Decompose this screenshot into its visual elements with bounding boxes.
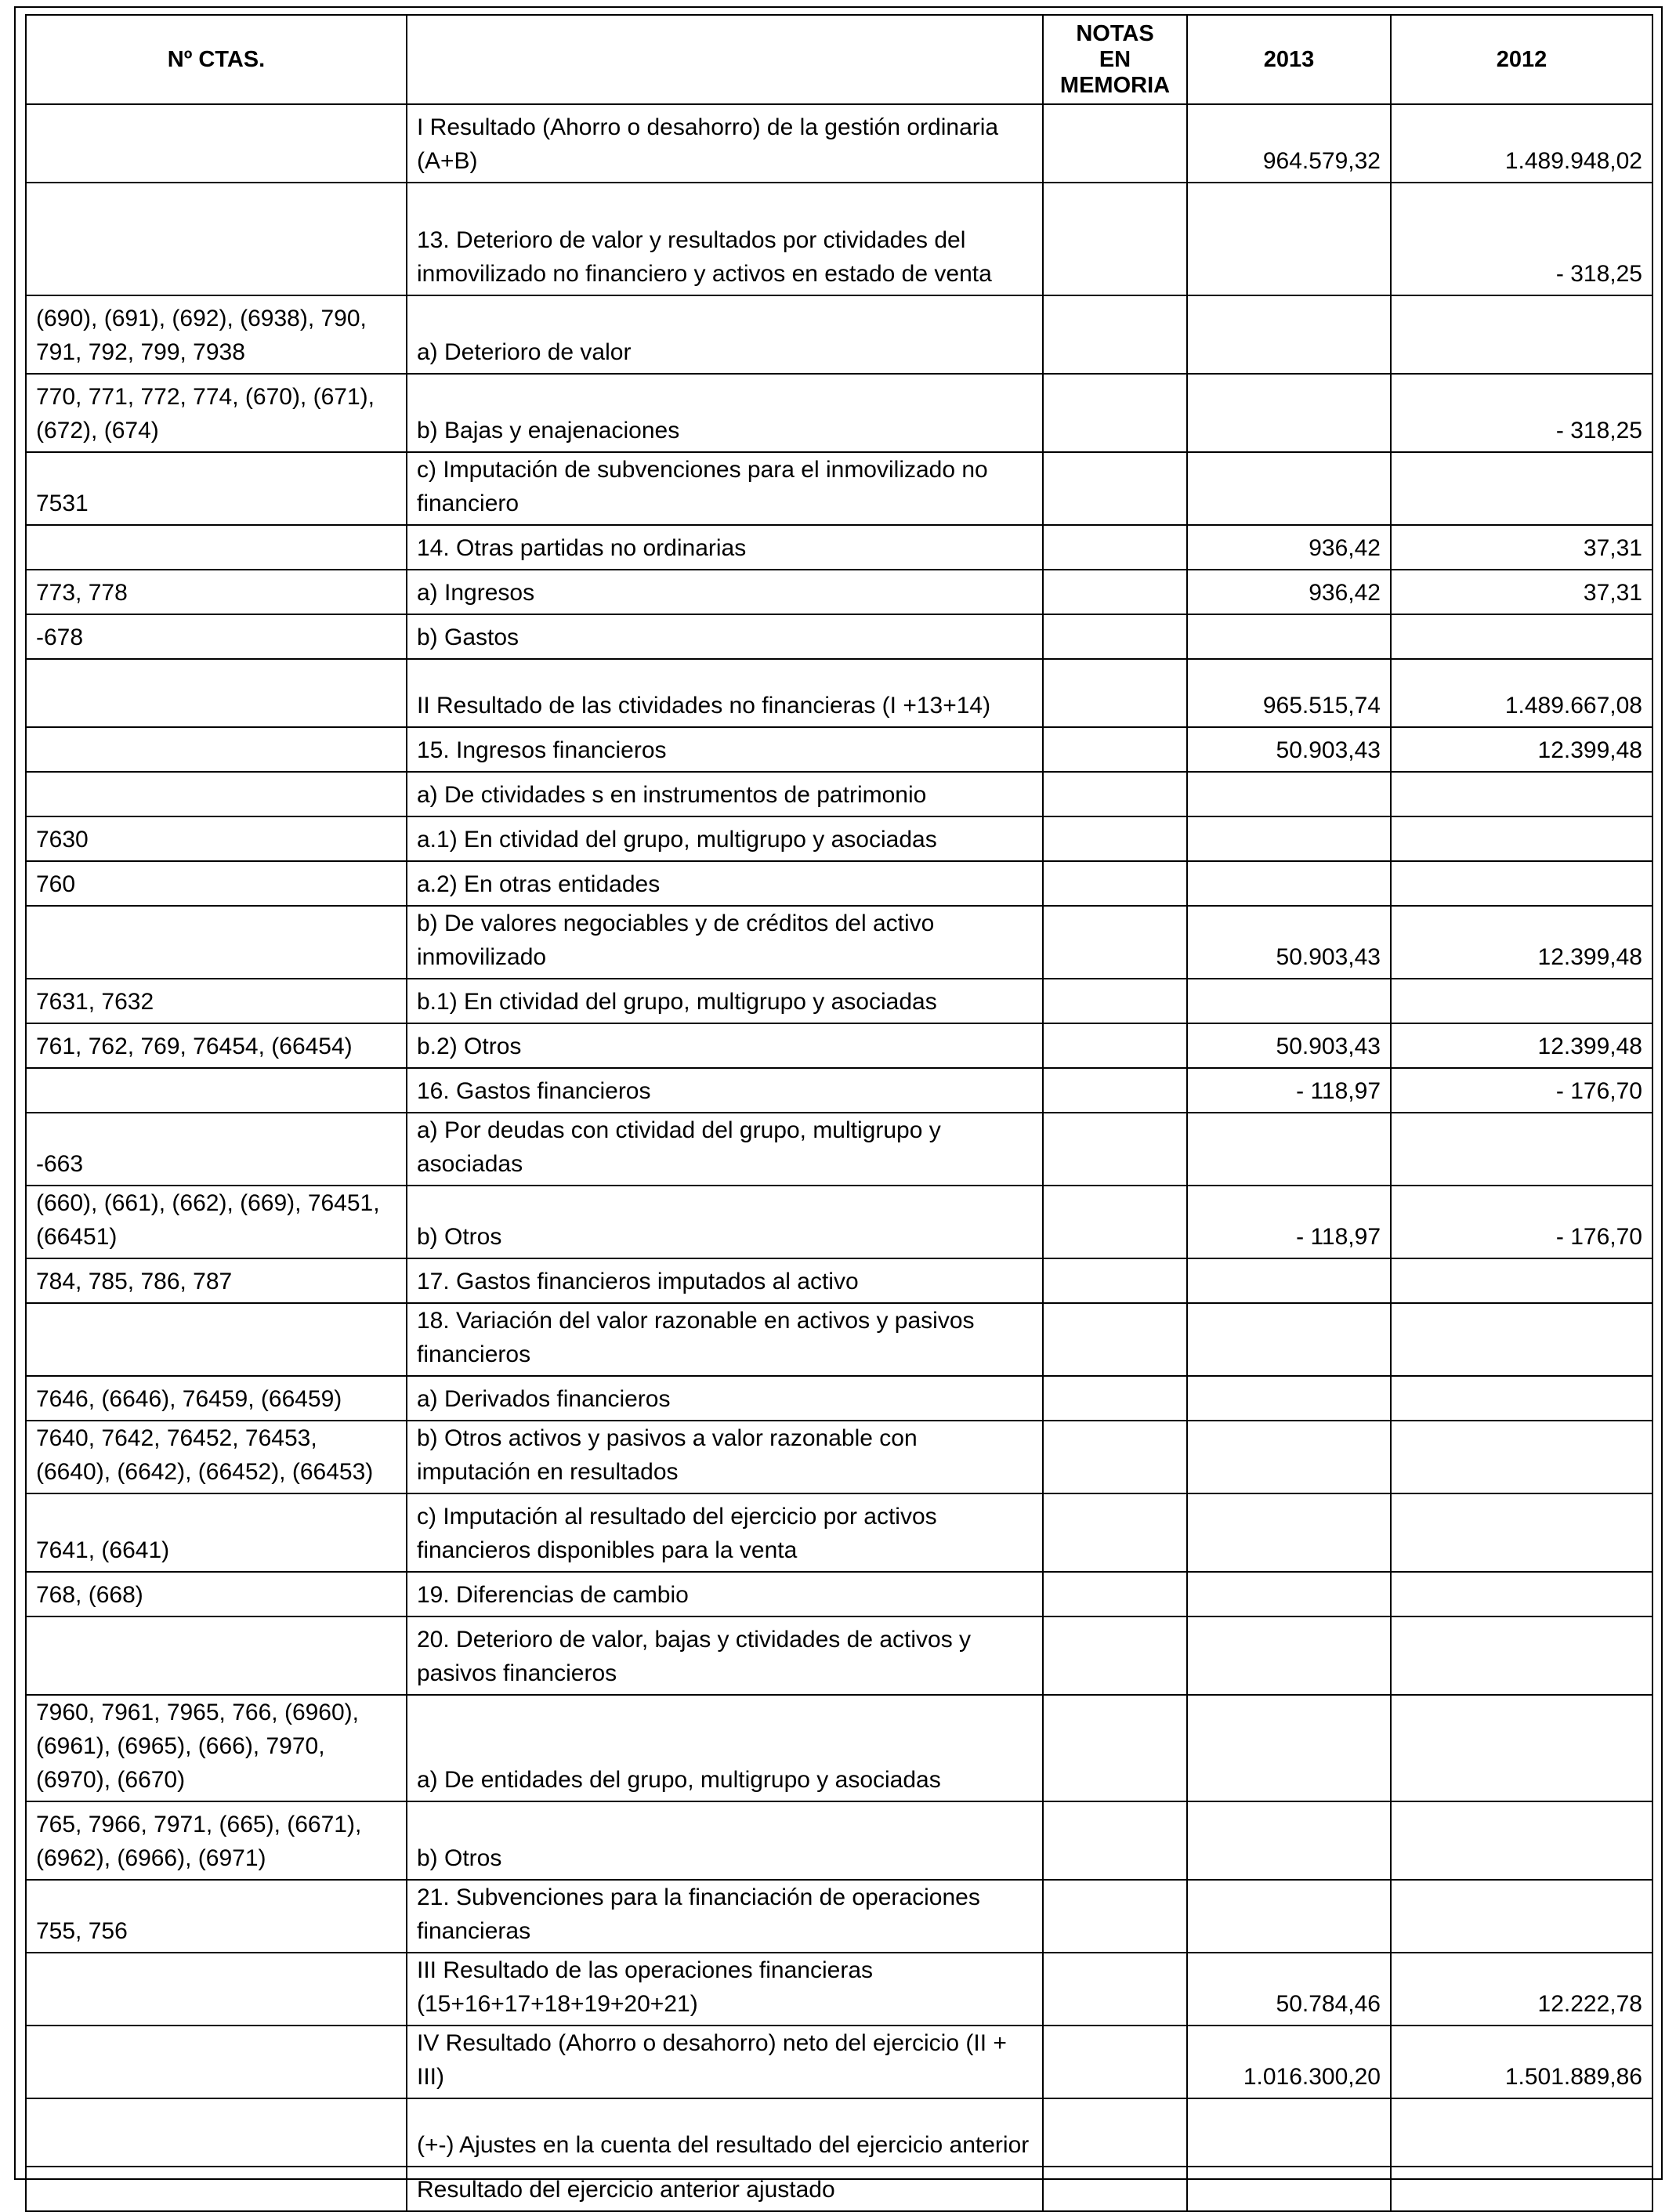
table-row — [26, 1616, 1652, 1695]
value-2013-cell: 50.784,46 — [1187, 1953, 1391, 2026]
table-row — [26, 1801, 1652, 1880]
value-2012-cell — [1391, 1303, 1652, 1376]
description-cell: a.1) En ctividad del grupo, multigrupo y asociadas — [407, 816, 1043, 861]
value-2013-cell — [1187, 1258, 1391, 1303]
notes-cell — [1043, 1695, 1187, 1801]
account-codes-cell: 755, 756 — [26, 1880, 407, 1953]
account-codes-cell: 7641, (6641) — [26, 1493, 407, 1572]
value-2012-cell: 12.222,78 — [1391, 1953, 1652, 2026]
notes-cell — [1043, 659, 1187, 727]
account-codes-cell: 7531 — [26, 452, 407, 525]
value-2013-cell — [1187, 1572, 1391, 1616]
table-row — [26, 374, 1652, 452]
account-codes-cell — [26, 1953, 407, 2026]
description-cell: III Resultado de las operaciones financieras (15+16+17+18+19+20+21) — [407, 1953, 1043, 2026]
notes-cell — [1043, 295, 1187, 374]
account-codes-cell — [26, 2098, 407, 2167]
value-2012-cell — [1391, 1258, 1652, 1303]
value-2013-cell — [1187, 1880, 1391, 1953]
account-codes-cell: 7631, 7632 — [26, 979, 407, 1023]
value-2012-cell — [1391, 1493, 1652, 1572]
notes-cell — [1043, 1023, 1187, 1068]
description-cell: b) Bajas y enajenaciones — [407, 374, 1043, 452]
description-cell: b) Gastos — [407, 614, 1043, 659]
value-2013-cell: 964.579,32 — [1187, 104, 1391, 183]
description-cell: 13. Deterioro de valor y resultados por ctividades del inmovilizado no financiero y activos en estado de venta — [407, 183, 1043, 295]
table-row — [26, 1068, 1652, 1113]
account-codes-cell: 770, 771, 772, 774, (670), (671), (672), (674) — [26, 374, 407, 452]
description-cell: 21. Subvenciones para la financiación de operaciones financieras — [407, 1880, 1043, 1953]
description-cell: 15. Ingresos financieros — [407, 727, 1043, 772]
description-cell: a) Ingresos — [407, 570, 1043, 614]
description-cell: 14. Otras partidas no ordinarias — [407, 525, 1043, 570]
description-cell: b) De valores negociables y de créditos del activo inmovilizado — [407, 906, 1043, 979]
description-cell: 16. Gastos financieros — [407, 1068, 1043, 1113]
value-2013-cell — [1187, 614, 1391, 659]
value-2013-cell: 936,42 — [1187, 525, 1391, 570]
account-codes-cell: 760 — [26, 861, 407, 906]
value-2013-cell — [1187, 1801, 1391, 1880]
notes-cell — [1043, 1421, 1187, 1493]
value-2012-cell — [1391, 1880, 1652, 1953]
value-2012-cell — [1391, 1616, 1652, 1695]
notes-cell — [1043, 861, 1187, 906]
value-2012-cell — [1391, 1572, 1652, 1616]
table-row — [26, 1258, 1652, 1303]
value-2013-cell — [1187, 452, 1391, 525]
description-cell: c) Imputación al resultado del ejercicio por activos financieros disponibles para la venta — [407, 1493, 1043, 1572]
account-codes-cell — [26, 104, 407, 183]
account-codes-cell: 761, 762, 769, 76454, (66454) — [26, 1023, 407, 1068]
account-codes-cell: -663 — [26, 1113, 407, 1186]
table-row — [26, 979, 1652, 1023]
account-codes-cell: (660), (661), (662), (669), 76451, (66451) — [26, 1186, 407, 1258]
notes-cell — [1043, 1303, 1187, 1376]
table-row — [26, 1376, 1652, 1421]
notes-cell — [1043, 570, 1187, 614]
notes-cell — [1043, 1376, 1187, 1421]
value-2012-cell: 12.399,48 — [1391, 1023, 1652, 1068]
description-cell: a) Derivados financieros — [407, 1376, 1043, 1421]
value-2012-cell — [1391, 1801, 1652, 1880]
value-2013-cell: 936,42 — [1187, 570, 1391, 614]
notes-cell — [1043, 452, 1187, 525]
value-2013-cell — [1187, 861, 1391, 906]
table-header-row — [26, 15, 1652, 104]
table-row — [26, 452, 1652, 525]
value-2012-cell — [1391, 295, 1652, 374]
value-2012-cell — [1391, 816, 1652, 861]
account-codes-cell — [26, 183, 407, 295]
table-row — [26, 1186, 1652, 1258]
description-cell: 19. Diferencias de cambio — [407, 1572, 1043, 1616]
table-row — [26, 1023, 1652, 1068]
table-row — [26, 1303, 1652, 1376]
value-2012-cell — [1391, 1695, 1652, 1801]
value-2012-cell: 1.501.889,86 — [1391, 2026, 1652, 2098]
notes-cell — [1043, 1953, 1187, 2026]
value-2012-cell — [1391, 452, 1652, 525]
description-cell: II Resultado de las ctividades no financieras (I +13+14) — [407, 659, 1043, 727]
notes-cell — [1043, 2026, 1187, 2098]
table-row — [26, 816, 1652, 861]
account-codes-cell: (690), (691), (692), (6938), 790, 791, 792, 799, 7938 — [26, 295, 407, 374]
notes-cell — [1043, 1801, 1187, 1880]
description-cell: (+-) Ajustes en la cuenta del resultado del ejercicio anterior — [407, 2098, 1043, 2167]
header-year-2013: 2013 — [1187, 15, 1391, 104]
account-codes-cell — [26, 1616, 407, 1695]
description-cell: Resultado del ejercicio anterior ajustado — [407, 2167, 1043, 2211]
value-2013-cell — [1187, 772, 1391, 816]
account-codes-cell — [26, 727, 407, 772]
table-row — [26, 659, 1652, 727]
account-codes-cell: 773, 778 — [26, 570, 407, 614]
header-descripcion — [407, 15, 1043, 104]
value-2013-cell: 965.515,74 — [1187, 659, 1391, 727]
value-2013-cell: 50.903,43 — [1187, 727, 1391, 772]
notes-cell — [1043, 2098, 1187, 2167]
account-codes-cell — [26, 1068, 407, 1113]
account-codes-cell — [26, 772, 407, 816]
value-2012-cell: 37,31 — [1391, 525, 1652, 570]
description-cell: 20. Deterioro de valor, bajas y ctividades de activos y pasivos financieros — [407, 1616, 1043, 1695]
description-cell: I Resultado (Ahorro o desahorro) de la gestión ordinaria (A+B) — [407, 104, 1043, 183]
header-year-2012: 2012 — [1391, 15, 1652, 104]
description-cell: IV Resultado (Ahorro o desahorro) neto del ejercicio (II + III) — [407, 2026, 1043, 2098]
table-row — [26, 1695, 1652, 1801]
table-row — [26, 1880, 1652, 1953]
notes-cell — [1043, 525, 1187, 570]
table-row — [26, 295, 1652, 374]
description-cell: c) Imputación de subvenciones para el inmovilizado no financiero — [407, 452, 1043, 525]
value-2013-cell: 50.903,43 — [1187, 1023, 1391, 1068]
notes-cell — [1043, 1572, 1187, 1616]
value-2013-cell — [1187, 183, 1391, 295]
value-2012-cell: 1.489.667,08 — [1391, 659, 1652, 727]
value-2013-cell — [1187, 1421, 1391, 1493]
value-2012-cell: 12.399,48 — [1391, 727, 1652, 772]
value-2012-cell — [1391, 772, 1652, 816]
table-row — [26, 1953, 1652, 2026]
account-codes-cell: 7646, (6646), 76459, (66459) — [26, 1376, 407, 1421]
notes-cell — [1043, 374, 1187, 452]
notes-cell — [1043, 1113, 1187, 1186]
notes-cell — [1043, 183, 1187, 295]
table-row — [26, 1113, 1652, 1186]
description-cell: b.1) En ctividad del grupo, multigrupo y asociadas — [407, 979, 1043, 1023]
description-cell: b) Otros — [407, 1186, 1043, 1258]
value-2013-cell — [1187, 1616, 1391, 1695]
table-row — [26, 104, 1652, 183]
account-codes-cell: 768, (668) — [26, 1572, 407, 1616]
account-codes-cell: 7960, 7961, 7965, 766, (6960), (6961), (6965), (666), 7970, (6970), (6670) — [26, 1695, 407, 1801]
value-2013-cell — [1187, 1303, 1391, 1376]
value-2013-cell — [1187, 1376, 1391, 1421]
notes-cell — [1043, 1186, 1187, 1258]
account-codes-cell: 7630 — [26, 816, 407, 861]
value-2012-cell — [1391, 861, 1652, 906]
account-codes-cell: 7640, 7642, 76452, 76453, (6640), (6642), (66452), (66453) — [26, 1421, 407, 1493]
table-row — [26, 906, 1652, 979]
notes-cell — [1043, 816, 1187, 861]
notes-cell — [1043, 906, 1187, 979]
header-notas-line-3: MEMORIA — [1059, 72, 1171, 98]
header-notas-line-1: NOTAS — [1076, 20, 1154, 46]
notes-cell — [1043, 1880, 1187, 1953]
description-cell: a) De ctividades s en instrumentos de patrimonio — [407, 772, 1043, 816]
notes-cell — [1043, 1493, 1187, 1572]
results-table — [25, 14, 1653, 2212]
value-2012-cell: - 176,70 — [1391, 1186, 1652, 1258]
description-cell: a) De entidades del grupo, multigrupo y asociadas — [407, 1695, 1043, 1801]
header-notas-line-2: EN — [1099, 46, 1131, 72]
description-cell: a) Por deudas con ctividad del grupo, multigrupo y asociadas — [407, 1113, 1043, 1186]
value-2013-cell — [1187, 374, 1391, 452]
value-2012-cell: - 318,25 — [1391, 183, 1652, 295]
description-cell: b) Otros activos y pasivos a valor razonable con imputación en resultados — [407, 1421, 1043, 1493]
description-cell: a.2) En otras entidades — [407, 861, 1043, 906]
table-row — [26, 183, 1652, 295]
value-2012-cell — [1391, 1113, 1652, 1186]
value-2012-cell — [1391, 614, 1652, 659]
value-2012-cell — [1391, 2098, 1652, 2167]
value-2013-cell: - 118,97 — [1187, 1186, 1391, 1258]
value-2013-cell — [1187, 1113, 1391, 1186]
table-row — [26, 614, 1652, 659]
value-2012-cell — [1391, 979, 1652, 1023]
account-codes-cell — [26, 659, 407, 727]
value-2013-cell — [1187, 979, 1391, 1023]
notes-cell — [1043, 727, 1187, 772]
description-cell: b) Otros — [407, 1801, 1043, 1880]
notes-cell — [1043, 1068, 1187, 1113]
description-cell: a) Deterioro de valor — [407, 295, 1043, 374]
notes-cell — [1043, 104, 1187, 183]
description-cell: b.2) Otros — [407, 1023, 1043, 1068]
account-codes-cell: 784, 785, 786, 787 — [26, 1258, 407, 1303]
value-2012-cell: - 318,25 — [1391, 374, 1652, 452]
table-row — [26, 1493, 1652, 1572]
value-2013-cell — [1187, 2098, 1391, 2167]
notes-cell — [1043, 614, 1187, 659]
table-row — [26, 772, 1652, 816]
value-2013-cell: - 118,97 — [1187, 1068, 1391, 1113]
account-codes-cell: -678 — [26, 614, 407, 659]
value-2012-cell — [1391, 1421, 1652, 1493]
notes-cell — [1043, 979, 1187, 1023]
description-cell: 18. Variación del valor razonable en activos y pasivos financieros — [407, 1303, 1043, 1376]
value-2013-cell — [1187, 816, 1391, 861]
account-codes-cell — [26, 2026, 407, 2098]
table-row — [26, 1421, 1652, 1493]
table-row — [26, 861, 1652, 906]
table-row — [26, 2098, 1652, 2167]
value-2013-cell — [1187, 1695, 1391, 1801]
value-2012-cell: 1.489.948,02 — [1391, 104, 1652, 183]
table-row — [26, 570, 1652, 614]
value-2012-cell: 12.399,48 — [1391, 906, 1652, 979]
account-codes-cell — [26, 906, 407, 979]
table-row — [26, 2026, 1652, 2098]
account-codes-cell — [26, 525, 407, 570]
value-2013-cell: 1.016.300,20 — [1187, 2026, 1391, 2098]
description-cell: 17. Gastos financieros imputados al activo — [407, 1258, 1043, 1303]
value-2013-cell — [1187, 1493, 1391, 1572]
account-codes-cell: 765, 7966, 7971, (665), (6671), (6962), (6966), (6971) — [26, 1801, 407, 1880]
notes-cell — [1043, 772, 1187, 816]
table-row — [26, 1572, 1652, 1616]
table-row — [26, 525, 1652, 570]
value-2012-cell: 37,31 — [1391, 570, 1652, 614]
notes-cell — [1043, 1258, 1187, 1303]
account-codes-cell — [26, 1303, 407, 1376]
table-row — [26, 727, 1652, 772]
header-notas — [1043, 15, 1187, 104]
table-body — [26, 104, 1652, 2211]
value-2012-cell — [1391, 1376, 1652, 1421]
header-cuentas: Nº CTAS. — [26, 15, 407, 104]
value-2012-cell: - 176,70 — [1391, 1068, 1652, 1113]
value-2013-cell: 50.903,43 — [1187, 906, 1391, 979]
value-2013-cell — [1187, 295, 1391, 374]
notes-cell — [1043, 1616, 1187, 1695]
